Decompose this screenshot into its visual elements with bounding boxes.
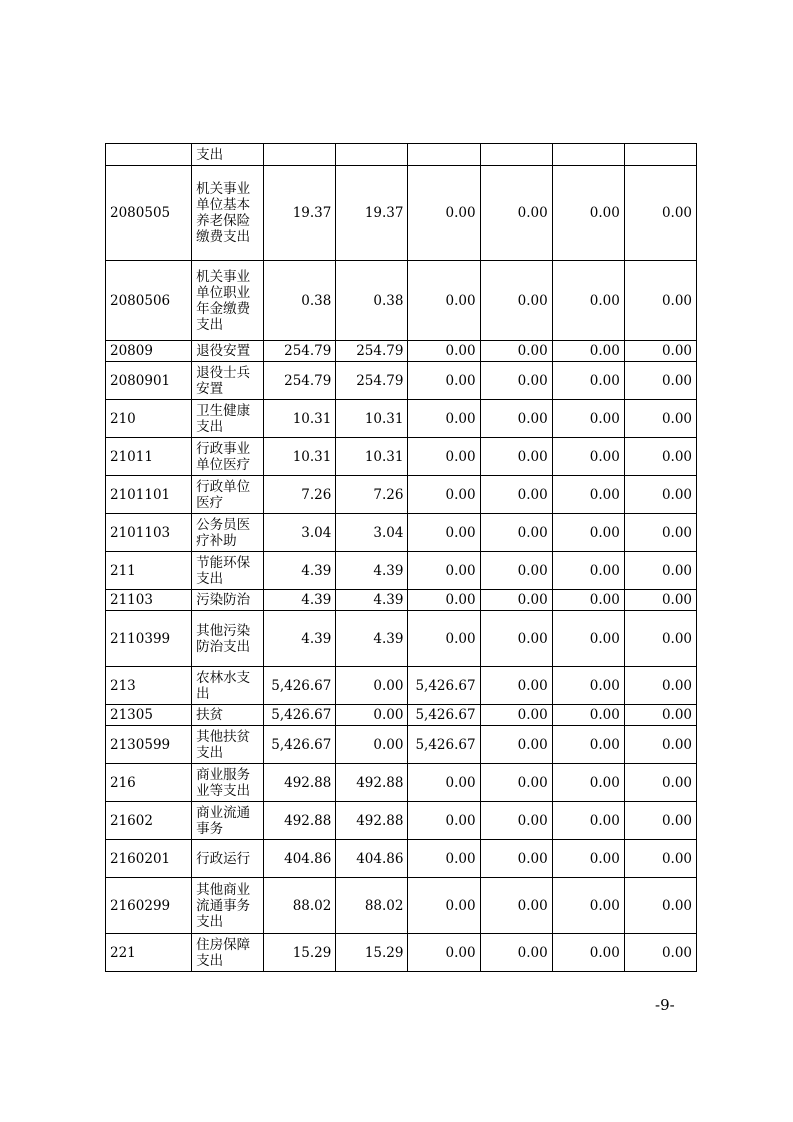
row-code: 213 (106, 667, 192, 705)
row-value: 0.00 (480, 166, 552, 261)
row-value: 0.00 (624, 514, 696, 552)
row-value: 0.00 (336, 667, 408, 705)
row-value: 10.31 (264, 438, 336, 476)
row-value: 0.00 (408, 261, 480, 341)
row-value: 0.00 (408, 611, 480, 667)
row-value: 5,426.67 (408, 726, 480, 764)
row-value: 0.00 (408, 840, 480, 878)
row-name: 机关事业单位基本养老保险缴费支出 (192, 166, 264, 261)
row-value: 0.00 (552, 400, 624, 438)
row-value (552, 144, 624, 166)
row-value: 404.86 (264, 840, 336, 878)
row-value: 0.00 (552, 552, 624, 590)
row-value: 0.00 (552, 362, 624, 400)
table-row (106, 590, 697, 611)
row-code: 21602 (106, 802, 192, 840)
row-value: 254.79 (336, 362, 408, 400)
row-value: 0.00 (552, 802, 624, 840)
row-value: 0.00 (552, 878, 624, 934)
row-value: 0.00 (480, 476, 552, 514)
row-code: 21011 (106, 438, 192, 476)
row-name: 其他商业流通事务支出 (192, 878, 264, 934)
row-value: 0.00 (480, 611, 552, 667)
row-value (624, 144, 696, 166)
table-row (106, 166, 697, 261)
row-name: 商业服务业等支出 (192, 764, 264, 802)
row-name: 退役士兵安置 (192, 362, 264, 400)
table-row (106, 667, 697, 705)
table-row (106, 476, 697, 514)
row-value: 0.00 (480, 802, 552, 840)
row-value: 4.39 (336, 611, 408, 667)
row-value: 0.00 (480, 934, 552, 972)
table-row (106, 934, 697, 972)
row-value: 0.00 (624, 840, 696, 878)
row-value: 0.00 (624, 166, 696, 261)
row-code: 221 (106, 934, 192, 972)
row-value: 88.02 (336, 878, 408, 934)
row-value: 0.00 (552, 764, 624, 802)
row-name: 污染防治 (192, 590, 264, 611)
table-row (106, 261, 697, 341)
page-number: -9- (655, 996, 675, 1014)
table-row (106, 764, 697, 802)
row-code: 2080505 (106, 166, 192, 261)
row-value: 0.00 (552, 438, 624, 476)
row-code: 2101103 (106, 514, 192, 552)
row-name: 其他扶贫支出 (192, 726, 264, 764)
row-value: 0.00 (552, 726, 624, 764)
row-name: 节能环保支出 (192, 552, 264, 590)
row-code: 2080901 (106, 362, 192, 400)
row-value (480, 144, 552, 166)
row-value: 0.00 (624, 552, 696, 590)
row-value: 5,426.67 (264, 705, 336, 726)
row-value: 492.88 (336, 802, 408, 840)
row-value: 0.00 (552, 341, 624, 362)
table-row (106, 438, 697, 476)
row-name: 退役安置 (192, 341, 264, 362)
row-value: 254.79 (336, 341, 408, 362)
row-value: 0.00 (408, 476, 480, 514)
row-value: 0.00 (408, 166, 480, 261)
row-value: 0.00 (480, 764, 552, 802)
row-name: 住房保障支出 (192, 934, 264, 972)
row-code: 2110399 (106, 611, 192, 667)
table-row (106, 726, 697, 764)
row-value: 0.00 (624, 438, 696, 476)
row-value: 0.00 (624, 400, 696, 438)
row-value: 0.00 (336, 726, 408, 764)
row-value: 0.00 (480, 552, 552, 590)
row-code: 2160201 (106, 840, 192, 878)
row-value: 0.00 (624, 341, 696, 362)
row-value: 0.00 (408, 362, 480, 400)
table-row (106, 341, 697, 362)
row-code: 216 (106, 764, 192, 802)
row-value (408, 144, 480, 166)
row-code: 20809 (106, 341, 192, 362)
row-value: 254.79 (264, 362, 336, 400)
row-value: 0.00 (408, 341, 480, 362)
row-value: 0.00 (552, 934, 624, 972)
table-row (106, 552, 697, 590)
row-code: 210 (106, 400, 192, 438)
row-code: 21305 (106, 705, 192, 726)
row-name: 扶贫 (192, 705, 264, 726)
row-value: 0.00 (552, 476, 624, 514)
row-value (264, 144, 336, 166)
row-name: 行政单位医疗 (192, 476, 264, 514)
row-value: 492.88 (264, 764, 336, 802)
row-value: 0.38 (264, 261, 336, 341)
row-value: 0.00 (552, 514, 624, 552)
row-value: 0.00 (552, 667, 624, 705)
row-code: 2160299 (106, 878, 192, 934)
row-value: 0.00 (552, 166, 624, 261)
row-value: 5,426.67 (264, 726, 336, 764)
row-value: 3.04 (336, 514, 408, 552)
row-name: 行政事业单位医疗 (192, 438, 264, 476)
row-value: 0.00 (408, 878, 480, 934)
row-value: 492.88 (336, 764, 408, 802)
row-value: 4.39 (264, 611, 336, 667)
row-name: 支出 (192, 144, 264, 166)
row-name: 行政运行 (192, 840, 264, 878)
row-value: 0.00 (408, 514, 480, 552)
row-value: 10.31 (336, 438, 408, 476)
row-value: 492.88 (264, 802, 336, 840)
row-code: 2130599 (106, 726, 192, 764)
row-name: 商业流通事务 (192, 802, 264, 840)
table-row (106, 705, 697, 726)
row-value: 0.00 (408, 764, 480, 802)
row-value: 0.00 (552, 590, 624, 611)
row-name: 卫生健康支出 (192, 400, 264, 438)
row-value: 0.00 (552, 840, 624, 878)
row-value: 0.00 (408, 590, 480, 611)
row-value: 0.00 (408, 400, 480, 438)
row-value: 0.00 (480, 400, 552, 438)
row-value: 0.00 (624, 476, 696, 514)
row-value: 0.00 (408, 934, 480, 972)
row-value: 4.39 (264, 590, 336, 611)
row-value: 0.00 (552, 611, 624, 667)
row-value: 19.37 (336, 166, 408, 261)
row-value: 0.00 (624, 802, 696, 840)
row-value: 0.00 (336, 705, 408, 726)
row-value: 15.29 (336, 934, 408, 972)
row-code: 2080506 (106, 261, 192, 341)
row-value: 4.39 (336, 590, 408, 611)
row-name: 农林水支出 (192, 667, 264, 705)
table-row (106, 611, 697, 667)
table-row (106, 514, 697, 552)
row-value (336, 144, 408, 166)
row-value: 5,426.67 (408, 667, 480, 705)
row-value: 7.26 (264, 476, 336, 514)
row-value: 0.00 (624, 362, 696, 400)
budget-table (105, 143, 697, 972)
row-value: 15.29 (264, 934, 336, 972)
row-value: 3.04 (264, 514, 336, 552)
row-value: 0.00 (552, 261, 624, 341)
row-value: 10.31 (336, 400, 408, 438)
row-name: 机关事业单位职业年金缴费支出 (192, 261, 264, 341)
row-name: 其他污染防治支出 (192, 611, 264, 667)
row-value: 0.00 (480, 878, 552, 934)
row-value: 0.00 (480, 514, 552, 552)
row-value: 0.00 (408, 552, 480, 590)
row-code: 2101101 (106, 476, 192, 514)
row-value: 4.39 (336, 552, 408, 590)
row-value: 88.02 (264, 878, 336, 934)
row-value: 0.00 (624, 611, 696, 667)
table-row (106, 144, 697, 166)
row-value: 5,426.67 (408, 705, 480, 726)
row-value: 0.00 (480, 341, 552, 362)
row-value: 0.00 (480, 726, 552, 764)
row-value: 0.00 (480, 590, 552, 611)
row-value: 0.00 (624, 667, 696, 705)
table-row (106, 362, 697, 400)
row-value: 0.00 (480, 705, 552, 726)
row-value: 0.00 (624, 590, 696, 611)
row-value: 0.00 (480, 667, 552, 705)
row-value: 0.00 (552, 705, 624, 726)
row-value: 0.38 (336, 261, 408, 341)
row-value: 0.00 (624, 705, 696, 726)
row-value: 404.86 (336, 840, 408, 878)
table-row (106, 840, 697, 878)
row-value: 0.00 (624, 764, 696, 802)
row-value: 0.00 (408, 438, 480, 476)
row-value: 0.00 (624, 878, 696, 934)
table-row (106, 400, 697, 438)
row-value: 0.00 (624, 261, 696, 341)
row-value: 0.00 (624, 726, 696, 764)
row-value: 254.79 (264, 341, 336, 362)
row-value: 10.31 (264, 400, 336, 438)
row-value: 19.37 (264, 166, 336, 261)
row-code (106, 144, 192, 166)
budget-table-body (106, 144, 697, 972)
row-value: 0.00 (408, 802, 480, 840)
row-value: 0.00 (480, 362, 552, 400)
row-value: 7.26 (336, 476, 408, 514)
table-row (106, 878, 697, 934)
row-code: 21103 (106, 590, 192, 611)
row-value: 0.00 (624, 934, 696, 972)
row-value: 0.00 (480, 438, 552, 476)
row-code: 211 (106, 552, 192, 590)
table-row (106, 802, 697, 840)
row-value: 4.39 (264, 552, 336, 590)
row-value: 0.00 (480, 840, 552, 878)
row-value: 0.00 (480, 261, 552, 341)
row-value: 5,426.67 (264, 667, 336, 705)
row-name: 公务员医疗补助 (192, 514, 264, 552)
